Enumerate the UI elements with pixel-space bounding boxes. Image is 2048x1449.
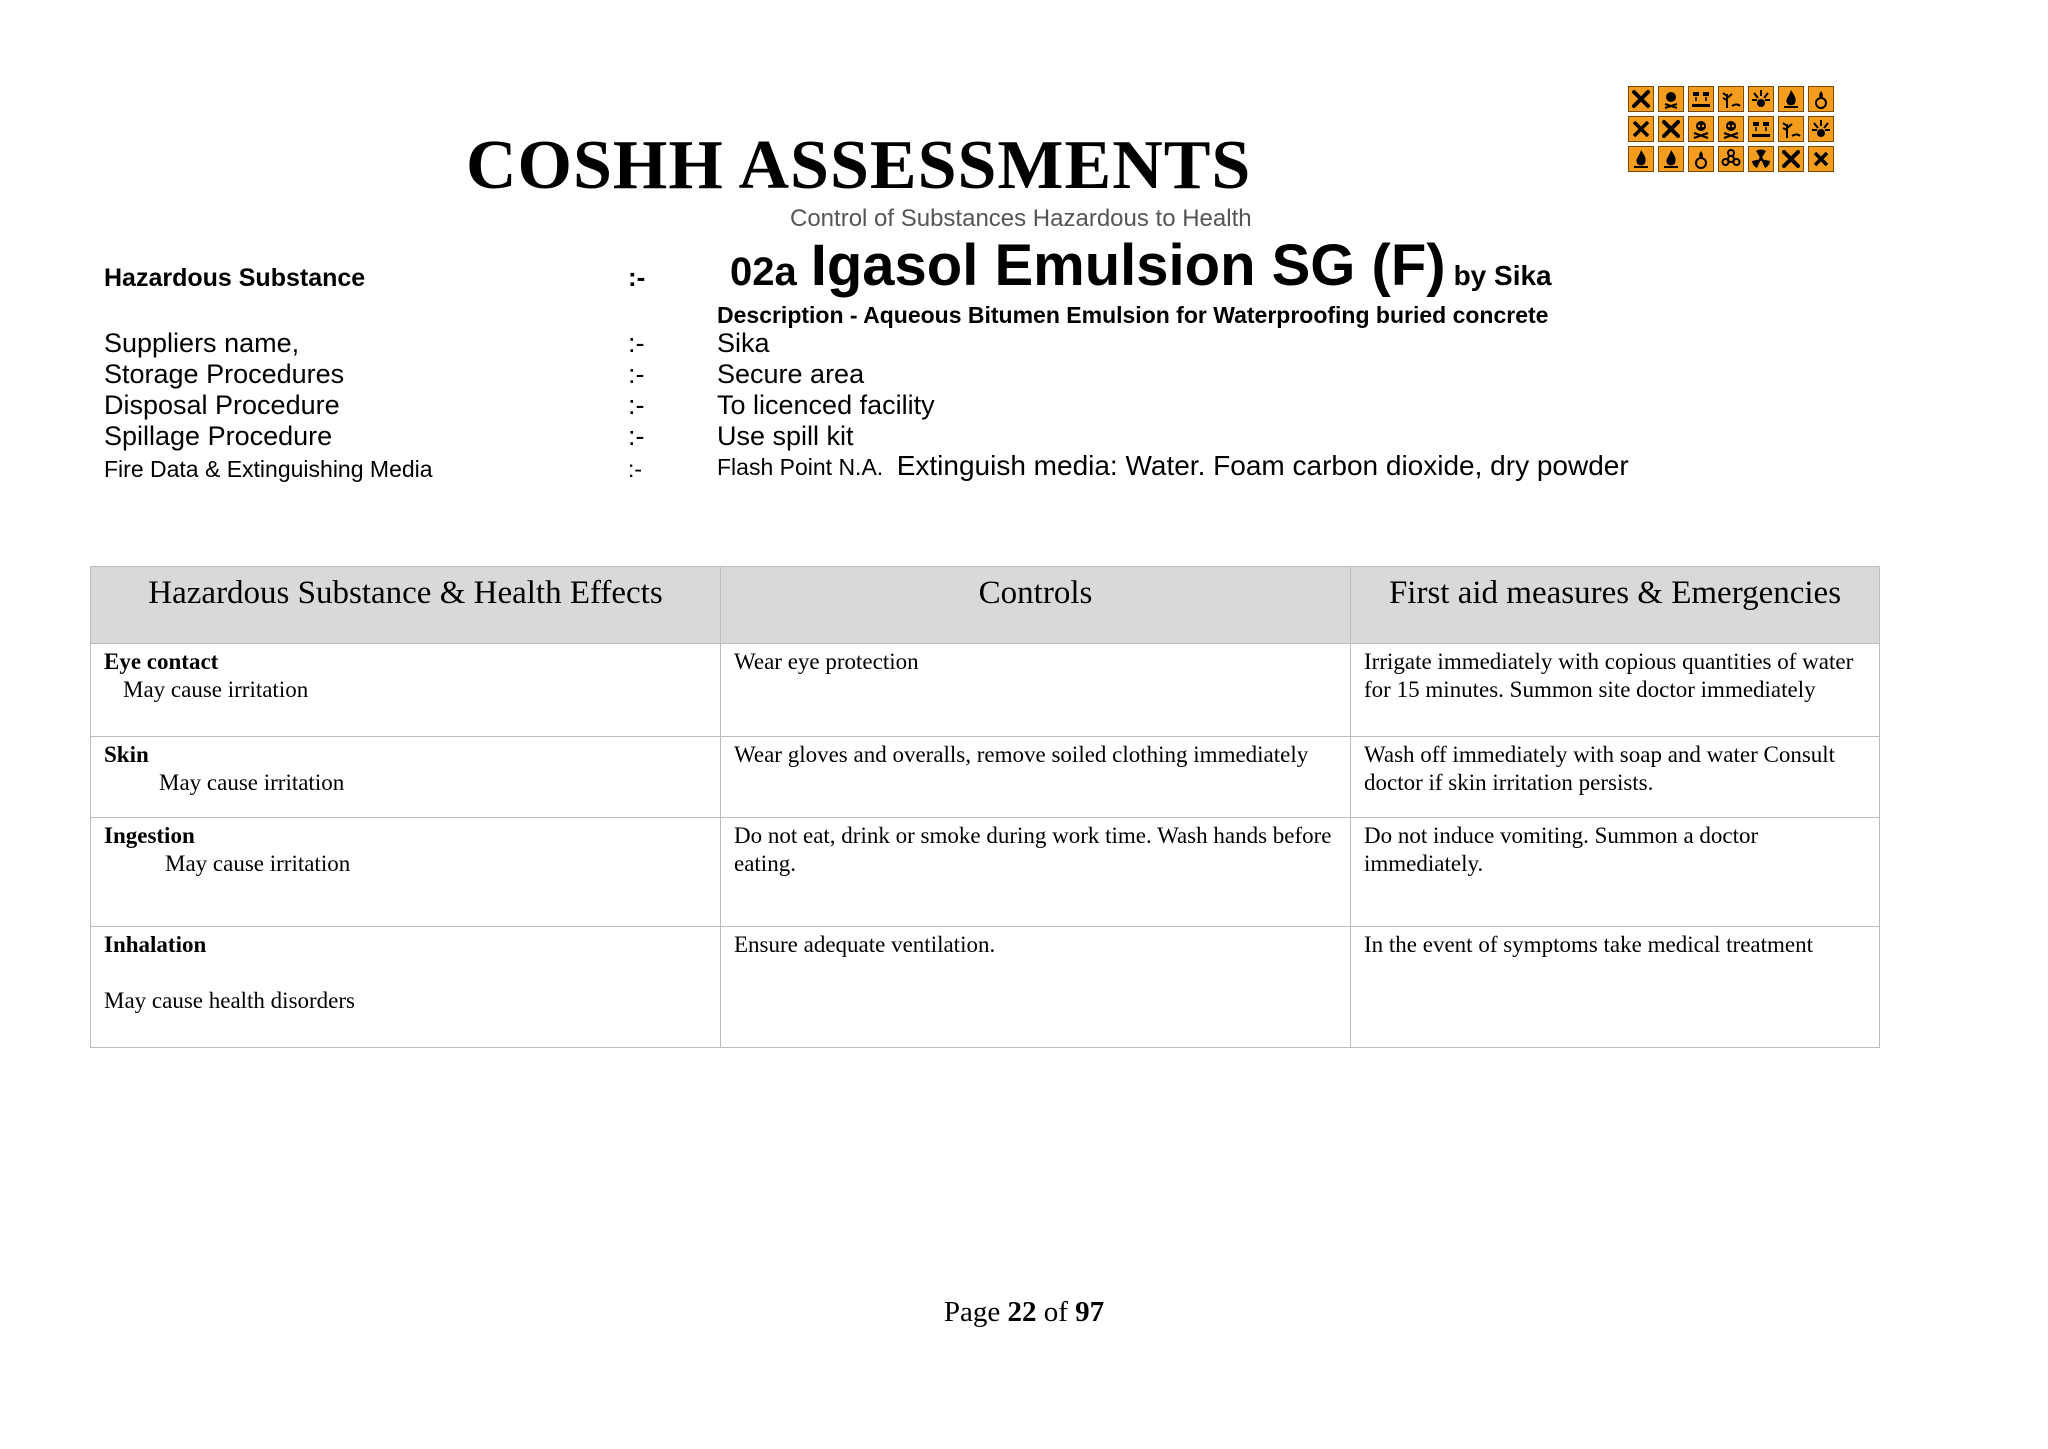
exposure-route: Inhalation — [104, 932, 207, 957]
harmful-x-icon — [1628, 86, 1654, 112]
explosive-icon — [1748, 86, 1774, 112]
table-row — [91, 737, 1880, 818]
flammable-icon — [1628, 146, 1654, 172]
health-effect-cell — [91, 644, 721, 737]
oxidising-icon — [1808, 86, 1834, 112]
disposal-label: Disposal Procedure — [104, 390, 340, 420]
spillage-label: Spillage Procedure — [104, 421, 333, 451]
first-aid-cell: Irrigate immediately with copious quantities of water for 15 minutes. Summon site doctor immediately — [1351, 644, 1880, 737]
extinguish-media: Extinguish media: Water. Foam carbon dioxide, dry powder — [896, 450, 1629, 481]
exposure-route: Skin — [104, 742, 149, 767]
substance-name: Igasol Emulsion SG (F) — [810, 233, 1446, 298]
substance-supplier-tag: by Sika — [1453, 260, 1552, 291]
suppliers-value: Sika — [717, 328, 770, 358]
environment-icon — [1778, 116, 1804, 142]
health-effect-cell — [91, 737, 721, 818]
health-effect: May cause irritation — [165, 851, 351, 876]
table-row — [91, 644, 1880, 737]
biohazard-icon — [1718, 146, 1744, 172]
toxic-icon — [1688, 116, 1714, 142]
first-aid-cell: In the event of symptoms take medical treatment — [1351, 927, 1880, 1048]
corrosive-icon — [1688, 86, 1714, 112]
page-word: Page — [943, 1296, 1001, 1328]
page-title: COSHH ASSESSMENTS — [466, 127, 1252, 204]
irritant-icon — [1658, 86, 1684, 112]
page-number — [0, 1296, 2048, 1329]
irritant-x-icon — [1808, 146, 1834, 172]
first-aid-cell: Wash off immediately with soap and water Consult doctor if skin irritation persists. — [1351, 737, 1880, 818]
storage-separator: :- — [628, 359, 645, 389]
harmful-x-icon — [1778, 146, 1804, 172]
header-first-aid: First aid measures & Emergencies — [1351, 567, 1880, 644]
explosive-icon — [1808, 116, 1834, 142]
page-subtitle: Control of Substances Hazardous to Health — [790, 205, 1252, 232]
corrosive-icon — [1748, 116, 1774, 142]
substance-code: 02a — [730, 250, 797, 294]
substance-description: Description - Aqueous Bitumen Emulsion for Waterproofing buried concrete — [717, 302, 1549, 328]
assessment-table — [90, 566, 1880, 1048]
table-row — [91, 927, 1880, 1048]
controls-cell: Ensure adequate ventilation. — [721, 927, 1351, 1048]
substance-line — [730, 232, 1552, 299]
storage-value: Secure area — [717, 359, 865, 389]
fire-data-separator: :- — [628, 456, 643, 482]
health-effect: May cause health disorders — [104, 988, 356, 1013]
substance-label: Hazardous Substance — [104, 264, 366, 292]
first-aid-cell: Do not induce vomiting. Summon a doctor immediately. — [1351, 818, 1880, 927]
controls-cell: Wear eye protection — [721, 644, 1351, 737]
environment-icon — [1718, 86, 1744, 112]
page-of-word: of — [1043, 1296, 1068, 1328]
health-effect-cell — [91, 927, 721, 1048]
page-current: 22 — [1007, 1296, 1037, 1328]
flammable-icon — [1778, 86, 1804, 112]
page-total: 97 — [1075, 1296, 1105, 1328]
header-health-effects: Hazardous Substance & Health Effects — [91, 567, 721, 644]
disposal-separator: :- — [628, 390, 645, 420]
controls-cell: Wear gloves and overalls, remove soiled clothing immediately — [721, 737, 1351, 818]
health-effect: May cause irritation — [159, 770, 345, 795]
radioactive-icon — [1748, 146, 1774, 172]
exposure-route: Eye contact — [104, 649, 219, 674]
spillage-separator: :- — [628, 421, 645, 451]
harmful-x-icon — [1658, 116, 1684, 142]
fire-data-label: Fire Data & Extinguishing Media — [104, 456, 433, 482]
table-row — [91, 818, 1880, 927]
flash-point: Flash Point N.A. — [717, 454, 884, 480]
header-controls: Controls — [721, 567, 1351, 644]
suppliers-label: Suppliers name, — [104, 328, 300, 358]
suppliers-separator: :- — [628, 328, 645, 358]
fire-data-value — [717, 450, 1629, 482]
oxidising-icon — [1688, 146, 1714, 172]
health-effect: May cause irritation — [123, 677, 309, 702]
hazard-symbols-grid — [1628, 86, 1834, 172]
disposal-value: To licenced facility — [717, 390, 935, 420]
controls-cell: Do not eat, drink or smoke during work time. Wash hands before eating. — [721, 818, 1351, 927]
health-effect-cell — [91, 818, 721, 927]
spillage-value: Use spill kit — [717, 421, 854, 451]
toxic-x-icon — [1628, 116, 1654, 142]
substance-separator: :- — [628, 262, 646, 292]
table-header-row — [91, 567, 1880, 644]
storage-label: Storage Procedures — [104, 359, 345, 389]
flammable-icon — [1658, 146, 1684, 172]
toxic-icon — [1718, 116, 1744, 142]
exposure-route: Ingestion — [104, 823, 195, 848]
